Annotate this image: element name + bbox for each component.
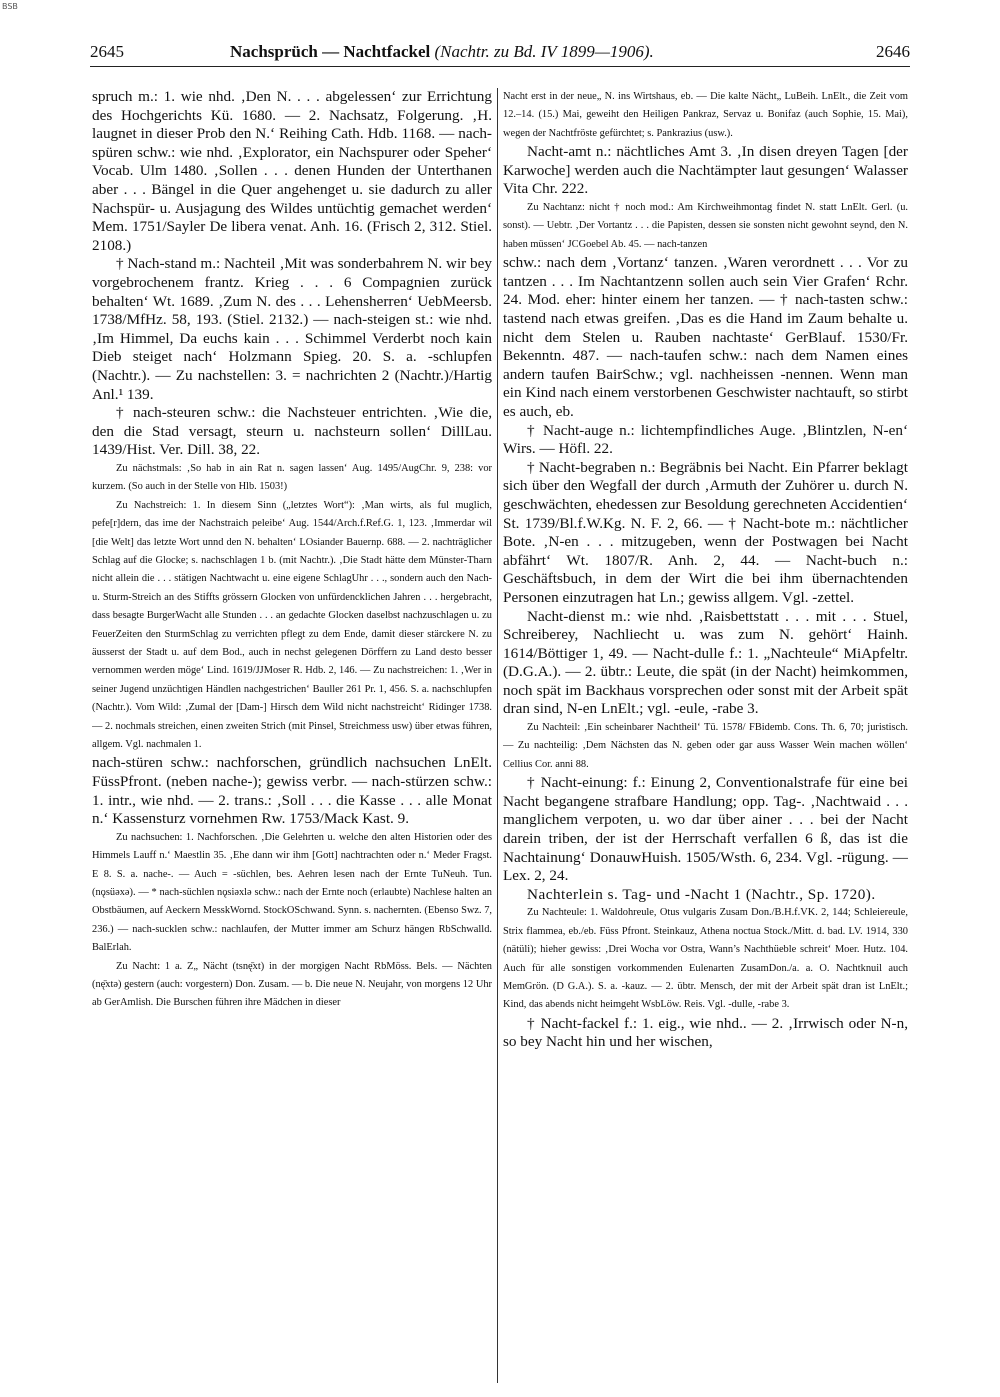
left-column: [92, 88, 492, 1388]
dictionary-entry: Zu Nachstreich: 1. In diesem Sinn („letztes Wort“): ‚Man wirts, als ful muglich, pefe[r]dern, das ime der Nachstraich peleibe‘ Aug. 1544/Arch.f.Ref.G. 1, 123. ‚Immerdar wil [die Welt] das letzte Wort unnd den N. behalten‘ LOsiander Bauernp. 688. — 2. nachträglicher Schlag auf die Glocke; s. nachschlagen 1 b. (mit Nachtr.). ‚Die Stadt hätte dem Münster-Tharn nicht allein die . . . stätigen Nachtwacht u. eine eigene SchlagUhr . . ., sondern auch den Nach- u. Sturm-Streich an des Stiffts grössern Glocken von unfürdencklichen Jahren . . . hergebracht, dass besagte BurgerWacht alle Stunden . . . an gedachte Glocken daselbst nachzuschlagen u. zu FeuerZeiten den SturmSchlag zu verrichten pflegt zu dem Ende, damit dieser stärckere N. zu äusserst der Stadt u. auf dem Bod., auch in nechst gelegenen Dörffern zu Land desto besser vernommen werden möge‘ Lind. 1619/JJMoser R. Hdb. 2, 146. — Zu nachstreichen: 1. ‚Wer in seiner Jugend unzüchtigen Händlen nachgestrichen‘ Bauller 261 Pr. 1, 456. S. a. nachschlupfen (Nachtr.). Vom Wild: ‚Zumal der [Dam-] Hirsch dem Wild nicht nachstreicht‘ Ridinger 1738. — 2. nochmals streichen, einen zweiten Strich (mit Pinsel, Streichmess usw) über etwas führen, allgem. Vgl. nachmalen 1.: [92, 499, 492, 750]
page-header: [90, 38, 910, 67]
dictionary-entry: † nach-steuren schw.: die Nachsteuer entrichten. ‚Wie die, den die Stad versagt, steurn u. nachsteurn sollen‘ DillLau. 1439/Hist. Ver. Dill. 38, 22.: [92, 404, 492, 459]
running-title-note: (Nachtr. zu Bd. IV 1899—1906).: [434, 42, 654, 61]
dictionary-entry: Nachterlein s. Tag- und -Nacht 1 (Nachtr., Sp. 1720).: [527, 885, 876, 903]
dictionary-entry: Nacht-amt n.: nächtliches Amt 3. ‚In disen dreyen Tagen [der Karwoche] werden auch die Nachtämpter laut gesungen‘ Walasser Vita Chr. 222.: [503, 143, 908, 198]
dictionary-entry: Zu Nachteil: ‚Ein scheinbarer Nachtheil‘ Tü. 1578/ FBidemb. Cons. Th. 6, 70; juristisch. — Zu nachteilig: ‚Dem Nächsten das N. geben oder gar auss Wasser Wein machen wöllen‘ Cellius Cor. anni 88.: [503, 722, 908, 770]
dictionary-entry: Zu Nacht: 1 a. Z„ Nächt (tsnę̄xt) in der morgigen Nacht RbMöss. Bels. — Nächten (nę̄xtə) gestern (auch: vorgestern) Don. Zusam. — b. Die neue N. Neujahr, von morgens 12 Uhr ab GerAmlish. Die Burschen führen ihre Mädchen in dieser: [92, 960, 492, 1009]
dictionary-entry: schw.: nach dem ‚Vortanz‘ tanzen. ‚Waren verordnett . . . Vor zu tantzen . . . Im Nachtantzenn sollen auch sein Vier Grafen‘ Rchr. 24. Mod. eher: hinter einem her tanzen. — † nach-tasten schw.: tastend nach etwas greifen. ‚Das es die Hand im Zaum behalte u. nicht dem Stelen u. Rauben nachtaste‘ GerBlauf. 1530/Fr. Bekenntn. 487. — nach-taufen schw.: nach dem Namen eines andern taufen BairSchw.; vgl. nachheissen -nennen. Wenn man ein Kind nach einem verstorbenen Geschwister nachtauft, so stirbt es auch, eb.: [503, 254, 908, 420]
dictionary-entry: † Nacht-fackel f.: 1. eig., wie nhd.. — 2. ‚Irrwisch oder N-n, so bey Nacht hin und her wischen,: [503, 1014, 908, 1051]
dictionary-entry: Zu Nachteule: 1. Waldohreule, Otus vulgaris Zusam Don./B.H.f.VK. 2, 144; Schleiereule, Strix flammea, eb./eb. Füss Pfront. Steinkauz, Athena noctua Stock./Mitt. d. bad. LV. 1914, 330 (nätüli); hieher gewiss: ‚Drei Wocha vor Ostra, Wann’s Nachthüeble schreit‘ Moer. Hutz. 104. Auch für alle sonstigen vorkommenden Eulenarten ZusamDon./a. a. O. Nachtknuil auch MemGrön. (D G.A.). S. a. -kauz. — 2. übtr. Mensch, der mit der Arbeit spät dran ist LnElt.; Kind, das abends nicht heimgeht WsbLöw. Reis. Vgl. -dulle, -rabe 3.: [503, 907, 908, 1011]
page-number-right: 2646: [876, 42, 910, 61]
dictionary-entry: Nacht-dienst m.: wie nhd. ‚Raisbettstatt . . . mit . . . Stuel, Schreiberey, Nachliecht u. was zum N. gehört‘ Hainh. 1614/Böttiger 1, 49. — Nacht-dulle f.: 1. „Nachteule“ MiApfeltr. (D.G.A.). — 2. übtr.: Leute, die spät (in der Nacht) heimkommen, noch spät im Backhaus vorsprechen oder sonst mit der Arbeit spät dran sind, N-en LnElt.; vgl. -eule, -rabe 3.: [503, 607, 908, 718]
dictionary-entry: Zu nächstmals: ‚So hab in ain Rat n. sagen lassen‘ Aug. 1495/AugChr. 9, 238: vor kurzem. (So auch in der Stelle von Hlb. 1503!): [92, 462, 492, 493]
library-stamp: BSB: [2, 2, 18, 11]
dictionary-entry: † Nacht-begraben n.: Begräbnis bei Nacht. Ein Pfarrer beklagt sich über den Wegfall der durch ‚Armuth der Zuhörer u. durch N. geschwächten, ehedessen zur Besoldung gerechneten Accidentien‘ St. 1739/Bl.f.W.Kg. N. F. 2, 66. — † Nacht-bote m.: nächtlicher Bote. ‚N-en . . . mitzugeben, wenn der Postwagen bei Nacht abfährt‘ Wt. 1807/R. Anh. 2, 44. — Nacht-buch n.: Geschäftsbuch, in dem der Wirt die bei ihm übernachtenden Personen einzutragen hat Ln.; gewiss allgem. Vgl. -zettel.: [503, 458, 908, 606]
dictionary-entry: Nacht erst in der neue„ N. ins Wirtshaus, eb. — Die kalte Nächt„ LuBeih. LnElt., die Zeit vom 12.–14. (15.) Mai, geweiht den Heiligen Pankraz, Servaz u. Bonifaz (auch Sophie, 15. Mai), wegen der Nachtfröste gefürchtet; s. Pankrazius (usw.).: [503, 91, 908, 139]
dictionary-entry: † Nach-stand m.: Nachteil ‚Mit was sonderbahrem N. wir bey vorgebrochenem frantz. Krieg . . . 6 Compagnien zurück behalten‘ Wt. 1689. ‚Zum N. des . . . Lehensherren‘ UebMeersb. 1738/MfHz. 58, 193. (Stiel. 2132.) — nach-steigen st.: wie nhd. ‚Im Himmel, Da euchs kain . . . Schimmel Verderbt noch kain Dieb steiget nach‘ Holzmann Spieg. 20. S. a. -schlupfen (Nachtr.). — Zu nachstellen: 3. = nachrichten 2 (Nachtr.)/Hartig Anl.¹ 139.: [92, 255, 492, 403]
column-divider: [497, 88, 498, 1383]
dictionary-entry: † Nacht-einung: f.: Einung 2, Conventionalstrafe für eine bei Nacht begangene strafbare Handlung; opp. Tag-. ‚Nachtwaid . . . manglichem verpoten, u. wo dar über ainer . . . bei der Nacht darein triben, der ist der Herrschaft verfallen 6 ß, das ist die Nachtainung‘ DonauwHuish. 1505/Wsth. 6, 234. Vgl. -rügung. — Lex. 2, 24.: [503, 774, 908, 885]
running-title: [230, 42, 654, 62]
dictionary-entry: † Nacht-auge n.: lichtempfindliches Auge. ‚Blintzlen, N-en‘ Wirs. — Höfl. 22.: [503, 421, 908, 458]
dictionary-entry: nach-stüren schw.: nachforschen, gründlich nachsuchen LnElt. FüssPfront. (neben nache-); gewiss verbr. — nach-stürzen schw.: 1. intr., wie nhd. — 2. trans.: ‚Soll . . . die Kasse . . . alle Monat n.‘ Kassensturz vornehmen Rw. 1753/Mack Kast. 9.: [92, 754, 492, 828]
right-column: [503, 88, 908, 1388]
running-title-main: Nachsprüch — Nachtfackel: [230, 42, 431, 61]
dictionary-entry: spruch m.: 1. wie nhd. ‚Den N. . . . abgelessen‘ zur Errichtung des Hochgerichts Kü. 1680. — 2. Nachsatz, Folgerung. ‚H. laugnet in dieser Prob den N.‘ Reihing Cath. Hdb. 1168. — nach-spüren schw.: wie nhd. ‚Explorator, ein Nachspurer oder Speher‘ Vocab. Ulm 1480. ‚Sollen . . . denen Hunden der Unterthanen aber . . . Bängel in die Quer angehenget u. sie dadurch zu aller Nachspür- u. Ausjagung des Wildes untüchtig gemachet werden‘ Mem. 1751/Sayler De libera venat. Anh. 16. (Frisch 2, 312. Stiel. 2108.): [92, 88, 492, 254]
page-number-left: 2645: [90, 42, 124, 61]
dictionary-entry: Zu nachsuchen: 1. Nachforschen. ‚Die Gelehrten u. welche den alten Historien oder des Himmels Lauff n.‘ Maestlin 35. ‚Ehe dann wir ihm [Gott] nachtrachten oder n.‘ Meder Fragst. E 8. S. a. nache-. — Auch = -süchlen, bes. Aehren lesen nach der Ernte TuNeuh. Tun. (nǫsüəxə). — * nach-süchlen nǫsiəxlə schw.: nach der Ernte noch (erlaubte) Nachlese halten an Obstbäumen, auf Aeckern MesskWornd. StockOSchwand. Synn. s. nachernten. (Ebenso Swz. 7, 236.) — nach-sucklen schw.: nachlaufen, der Mutter immer am Schurz hängen RbSchwalld. BalErlah.: [92, 831, 492, 954]
dictionary-entry: Zu Nachtanz: nicht † noch mod.: Am Kirchweihmontag findet N. statt LnElt. Gerl. (u. sonst). — Uebtr. ‚Der Vortantz . . . die Papisten, dessen sie sonsten nicht gewohnt seynd, den N. haben müssen‘ JCGoebel Ab. 45. — nach-tanzen: [503, 202, 908, 250]
